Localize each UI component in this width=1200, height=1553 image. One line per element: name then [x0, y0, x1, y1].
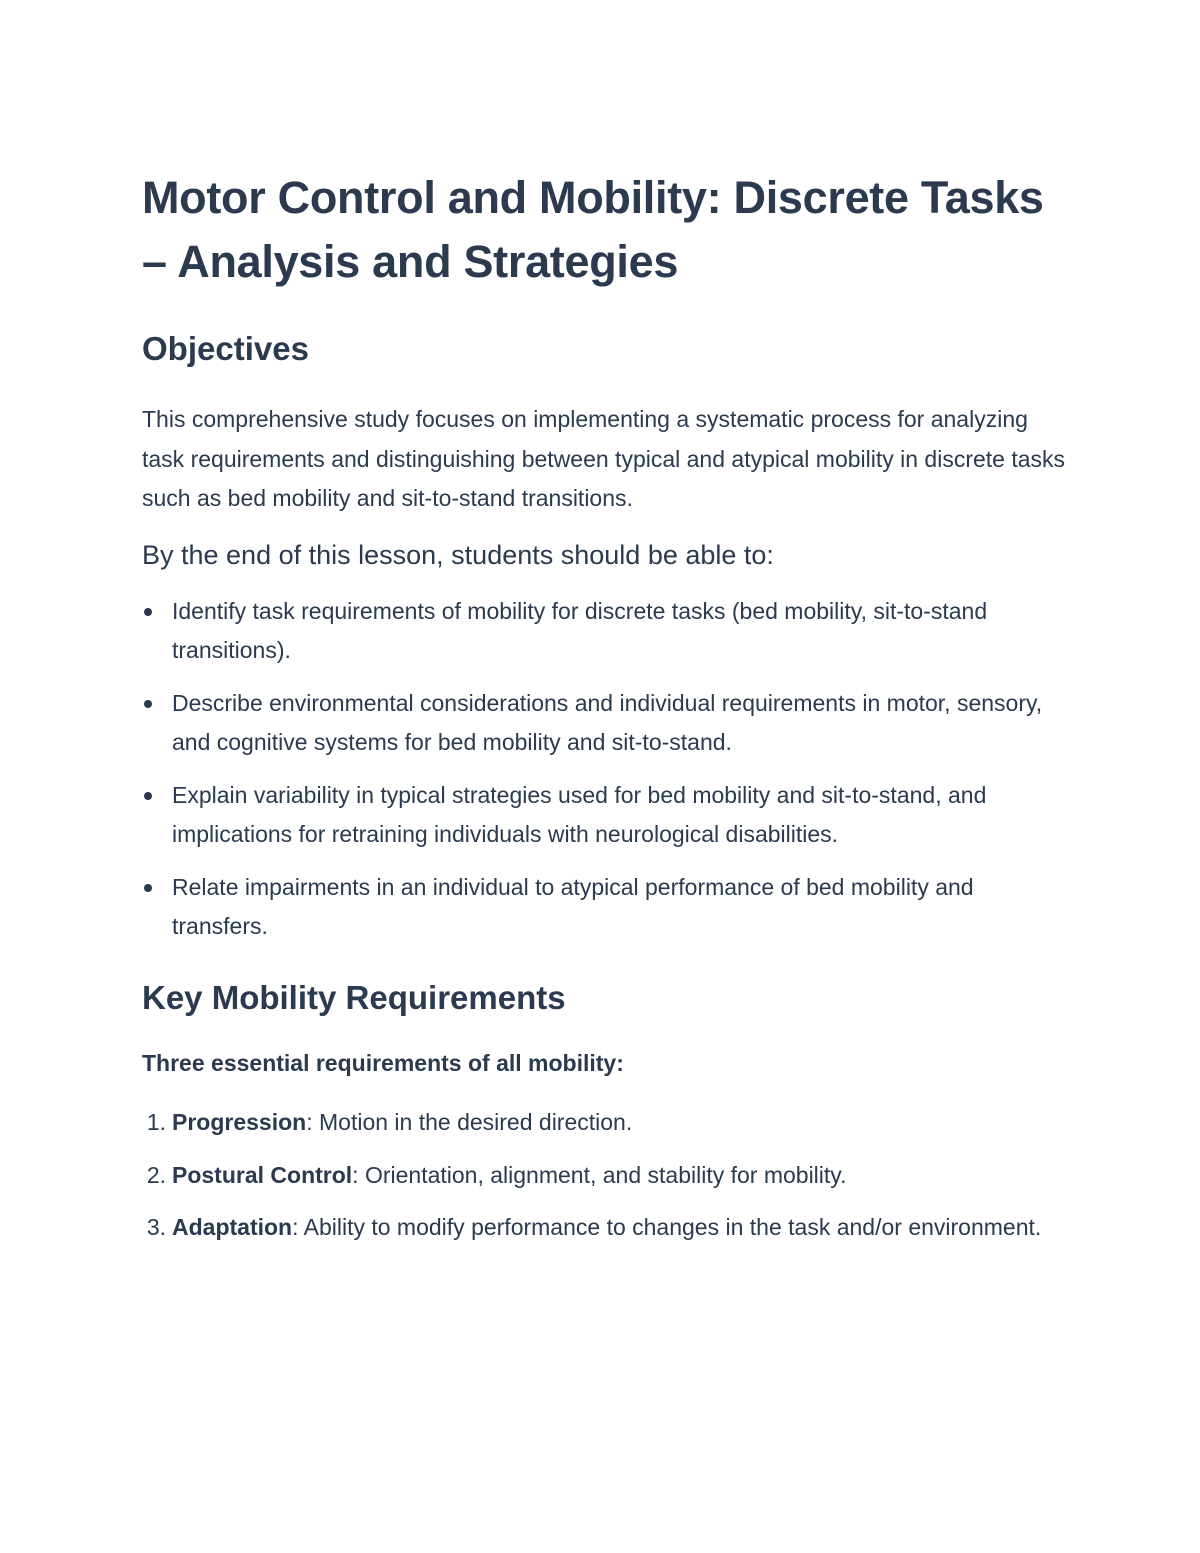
bullet-icon	[144, 884, 152, 892]
objectives-intro: This comprehensive study focuses on implementing a systematic process for analyzing task requirements and distinguishing between typical and atypical mobility in discrete tasks such as bed mobility and sit-to-stand transitions.	[142, 406, 1066, 511]
objectives-list	[142, 592, 1072, 947]
bullet-icon	[144, 608, 152, 616]
requirement-item	[142, 1156, 1072, 1196]
requirement-number: 3.	[146, 1214, 166, 1240]
objective-item	[142, 592, 1072, 671]
requirement-term: Postural Control	[172, 1161, 353, 1188]
bullet-icon	[144, 792, 152, 800]
requirement-number: 2.	[146, 1161, 166, 1188]
requirement-term: Adaptation	[172, 1214, 293, 1240]
document-title: Motor Control and Mobility: Discrete Tasks – Analysis and Strategies	[142, 172, 1044, 287]
objective-text: Describe environmental considerations and individual requirements in motor, sensory, and cognitive systems for bed mobility and sit-to-stand.	[172, 689, 1043, 755]
document-content	[142, 166, 1072, 1261]
requirement-number: 1.	[146, 1109, 166, 1135]
requirements-list	[142, 1103, 1072, 1248]
requirement-text: : Ability to modify performance to changes in the task and/or environment.	[292, 1214, 1042, 1240]
objective-item	[142, 776, 1072, 855]
key-requirements-lead: Three essential requirements of all mobility:	[142, 1049, 624, 1076]
objectives-heading: Objectives	[142, 330, 309, 367]
objective-text: Identify task requirements of mobility for discrete tasks (bed mobility, sit-to-stand transitions).	[172, 597, 988, 663]
objectives-subheading: By the end of this lesson, students should be able to:	[142, 539, 774, 570]
requirement-text: : Orientation, alignment, and stability for mobility.	[352, 1161, 847, 1188]
requirement-text: : Motion in the desired direction.	[306, 1109, 633, 1135]
objective-item	[142, 684, 1072, 763]
requirement-term: Progression	[172, 1109, 307, 1135]
objective-text: Relate impairments in an individual to atypical performance of bed mobility and transfers.	[172, 873, 974, 939]
objective-item	[142, 868, 1072, 947]
requirement-item	[142, 1208, 1072, 1248]
objective-text: Explain variability in typical strategies used for bed mobility and sit-to-stand, and implications for retraining individuals with neurological disabilities.	[172, 781, 987, 847]
key-requirements-heading: Key Mobility Requirements	[142, 978, 566, 1016]
requirement-item	[142, 1103, 1072, 1143]
bullet-icon	[144, 700, 152, 708]
